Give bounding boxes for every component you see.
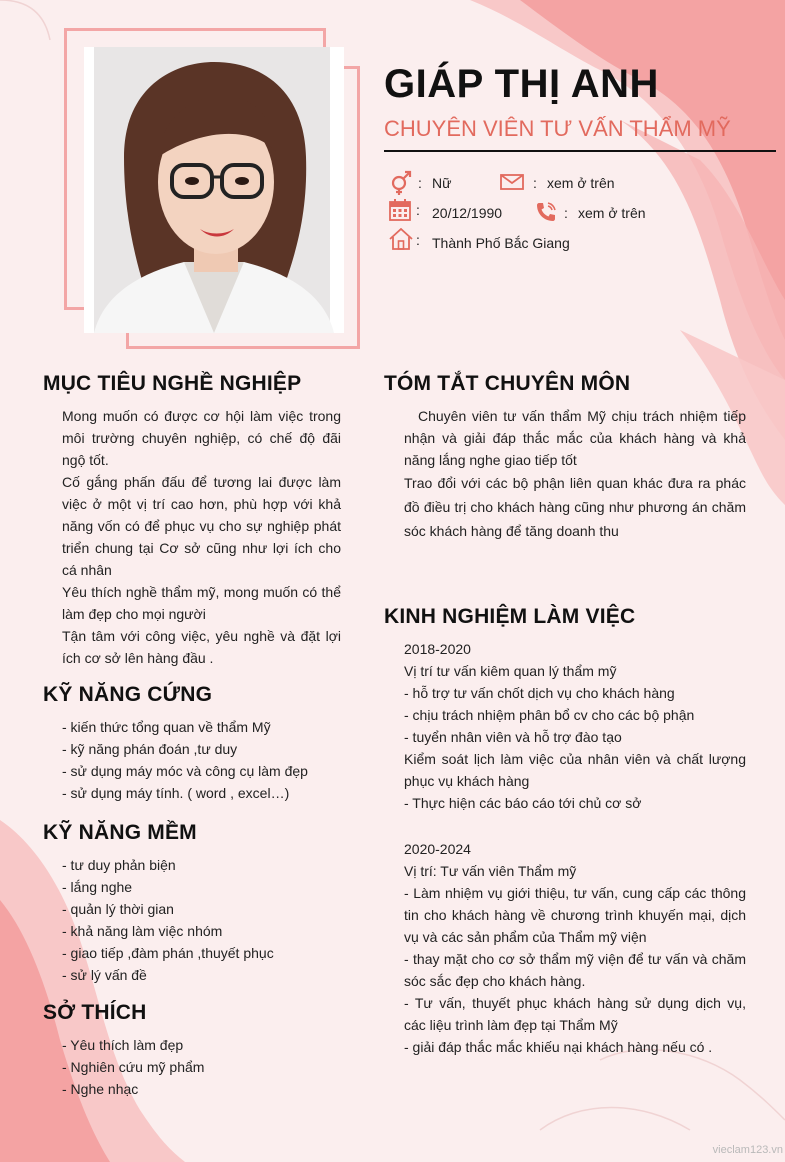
job-period: 2018-2020 (404, 641, 471, 657)
hard-skills-list (62, 716, 341, 804)
summary-body (404, 405, 746, 543)
career-goal-body (62, 405, 341, 669)
job-line: - giải đáp thắc mắc khiếu nại khách hàng nếu có . (404, 1039, 713, 1055)
summary-paragraph: Chuyên viên tư vấn thẩm Mỹ chịu trách nhiệm tiếp nhận và giải đáp thắc mắc của khách hàng và khả năng lắng nghe giao tiếp tốt (404, 408, 746, 468)
address-colon: : (416, 232, 420, 248)
phone-value: xem ở trên (578, 205, 646, 221)
birthday-value: 20/12/1990 (432, 205, 503, 221)
job-line: - Thực hiện các báo cáo tới chủ cơ sở (404, 795, 642, 811)
job-line: Vị trí tư vấn kiêm quan lý thẩm mỹ (404, 663, 617, 679)
career-goal-paragraph: Tận tâm với công việc, yêu nghề và đặt lợi ích cơ sở lên hàng đầu . (62, 628, 341, 666)
gender-value: Nữ (432, 175, 452, 191)
list-item: - sử dụng máy tính. ( word , excel…) (62, 785, 290, 801)
job-line: - tuyển nhân viên và hỗ trợ đào tạo (404, 729, 622, 745)
soft-skills-list (62, 854, 341, 986)
career-goal-heading: MỤC TIÊU NGHỀ NGHIỆP (43, 372, 302, 395)
hobbies-list (62, 1034, 341, 1100)
list-item: - Yêu thích làm đẹp (62, 1037, 184, 1053)
email-value: xem ở trên (547, 175, 615, 191)
email-colon: : (533, 175, 537, 191)
list-item: - kiến thức tổng quan về thẩm Mỹ (62, 719, 271, 735)
hard-skills-heading: KỸ NĂNG CỨNG (43, 683, 213, 706)
header-divider (384, 150, 776, 152)
list-item: - Nghiên cứu mỹ phẩm (62, 1059, 205, 1075)
job-line: - chịu trách nhiệm phân bổ cv cho các bộ phận (404, 707, 695, 723)
summary-heading: TÓM TẮT CHUYÊN MÔN (384, 372, 631, 395)
job-period: 2020-2024 (404, 841, 471, 857)
phone-colon: : (564, 205, 568, 221)
list-item: - quản lý thời gian (62, 901, 174, 917)
job-spacer (404, 814, 746, 838)
list-item: - sử dụng máy móc và công cụ làm đẹp (62, 763, 308, 779)
contact-info (388, 170, 778, 262)
list-item: - Nghe nhạc (62, 1081, 139, 1097)
list-item: - sử lý vấn đề (62, 967, 147, 983)
job-line: - Tư vấn, thuyết phục khách hàng sử dụng dịch vụ, các liệu trình làm đẹp tại Thẩm Mỹ (404, 995, 746, 1033)
list-item: - tư duy phản biện (62, 857, 176, 873)
footer-brand: vieclam123.vn (712, 1144, 783, 1156)
job-line: Vị trí: Tư vấn viên Thẩm mỹ (404, 863, 577, 879)
address-value: Thành Phố Bắc Giang (432, 235, 570, 251)
soft-skills-heading: KỸ NĂNG MỀM (43, 821, 197, 844)
experience-heading: KINH NGHIỆM LÀM VIỆC (384, 605, 636, 628)
person-name: GIÁP THỊ ANH (384, 62, 659, 106)
summary-paragraph: Trao đổi với các bộ phận liên quan khác đưa ra phác đồ điều trị cho khách hàng cũng như phương án chăm sóc khách hàng để tăng doanh thu (404, 475, 746, 539)
experience-body (404, 638, 746, 1058)
career-goal-paragraph: Yêu thích nghề thẩm mỹ, mong muốn có thể làm đẹp cho mọi người (62, 584, 341, 622)
profile-photo (84, 47, 344, 333)
list-item: - kỹ năng phán đoán ,tư duy (62, 741, 238, 757)
list-item: - khả năng làm việc nhóm (62, 923, 223, 939)
hobbies-heading: SỞ THÍCH (43, 1001, 147, 1024)
job-title: CHUYÊN VIÊN TƯ VẤN THẨM MỸ (384, 116, 731, 141)
email-icon (500, 173, 524, 191)
gender-colon: : (418, 175, 422, 191)
job-line: Kiểm soát lịch làm việc của nhân viên và chất lượng phục vụ khách hàng (404, 751, 746, 789)
gender-icon (388, 170, 414, 196)
list-item: - lắng nghe (62, 879, 133, 895)
home-icon (389, 228, 413, 250)
career-goal-paragraph: Mong muốn có được cơ hội làm việc trong môi trường chuyên nghiệp, có chế độ đãi ngộ tốt. (62, 408, 341, 468)
job-line: - thay mặt cho cơ sở thẩm mỹ viện để tư vấn và chăm sóc sắc đẹp cho khách hàng. (404, 951, 746, 989)
phone-icon (534, 200, 558, 224)
list-item: - giao tiếp ,đàm phán ,thuyết phục (62, 945, 274, 961)
job-line: - Làm nhiệm vụ giới thiệu, tư vấn, cung cấp các thông tin cho khách hàng về chương trình khuyến mại, dịch vụ và các sản phẩm của Thẩm mỹ viện (404, 885, 746, 945)
calendar-icon (389, 199, 411, 221)
birthday-colon: : (416, 202, 420, 218)
job-line: - hỗ trợ tư vấn chốt dịch vụ cho khách hàng (404, 685, 675, 701)
career-goal-paragraph: Cố gắng phấn đấu để tương lai được làm việc ở một vị trí cao hơn, phù hợp với khả năng vốn có để phục vụ cho sự nghiệp phát triển chung tại Cơ sở cũng như lợi ích cho cá nhân (62, 474, 341, 578)
